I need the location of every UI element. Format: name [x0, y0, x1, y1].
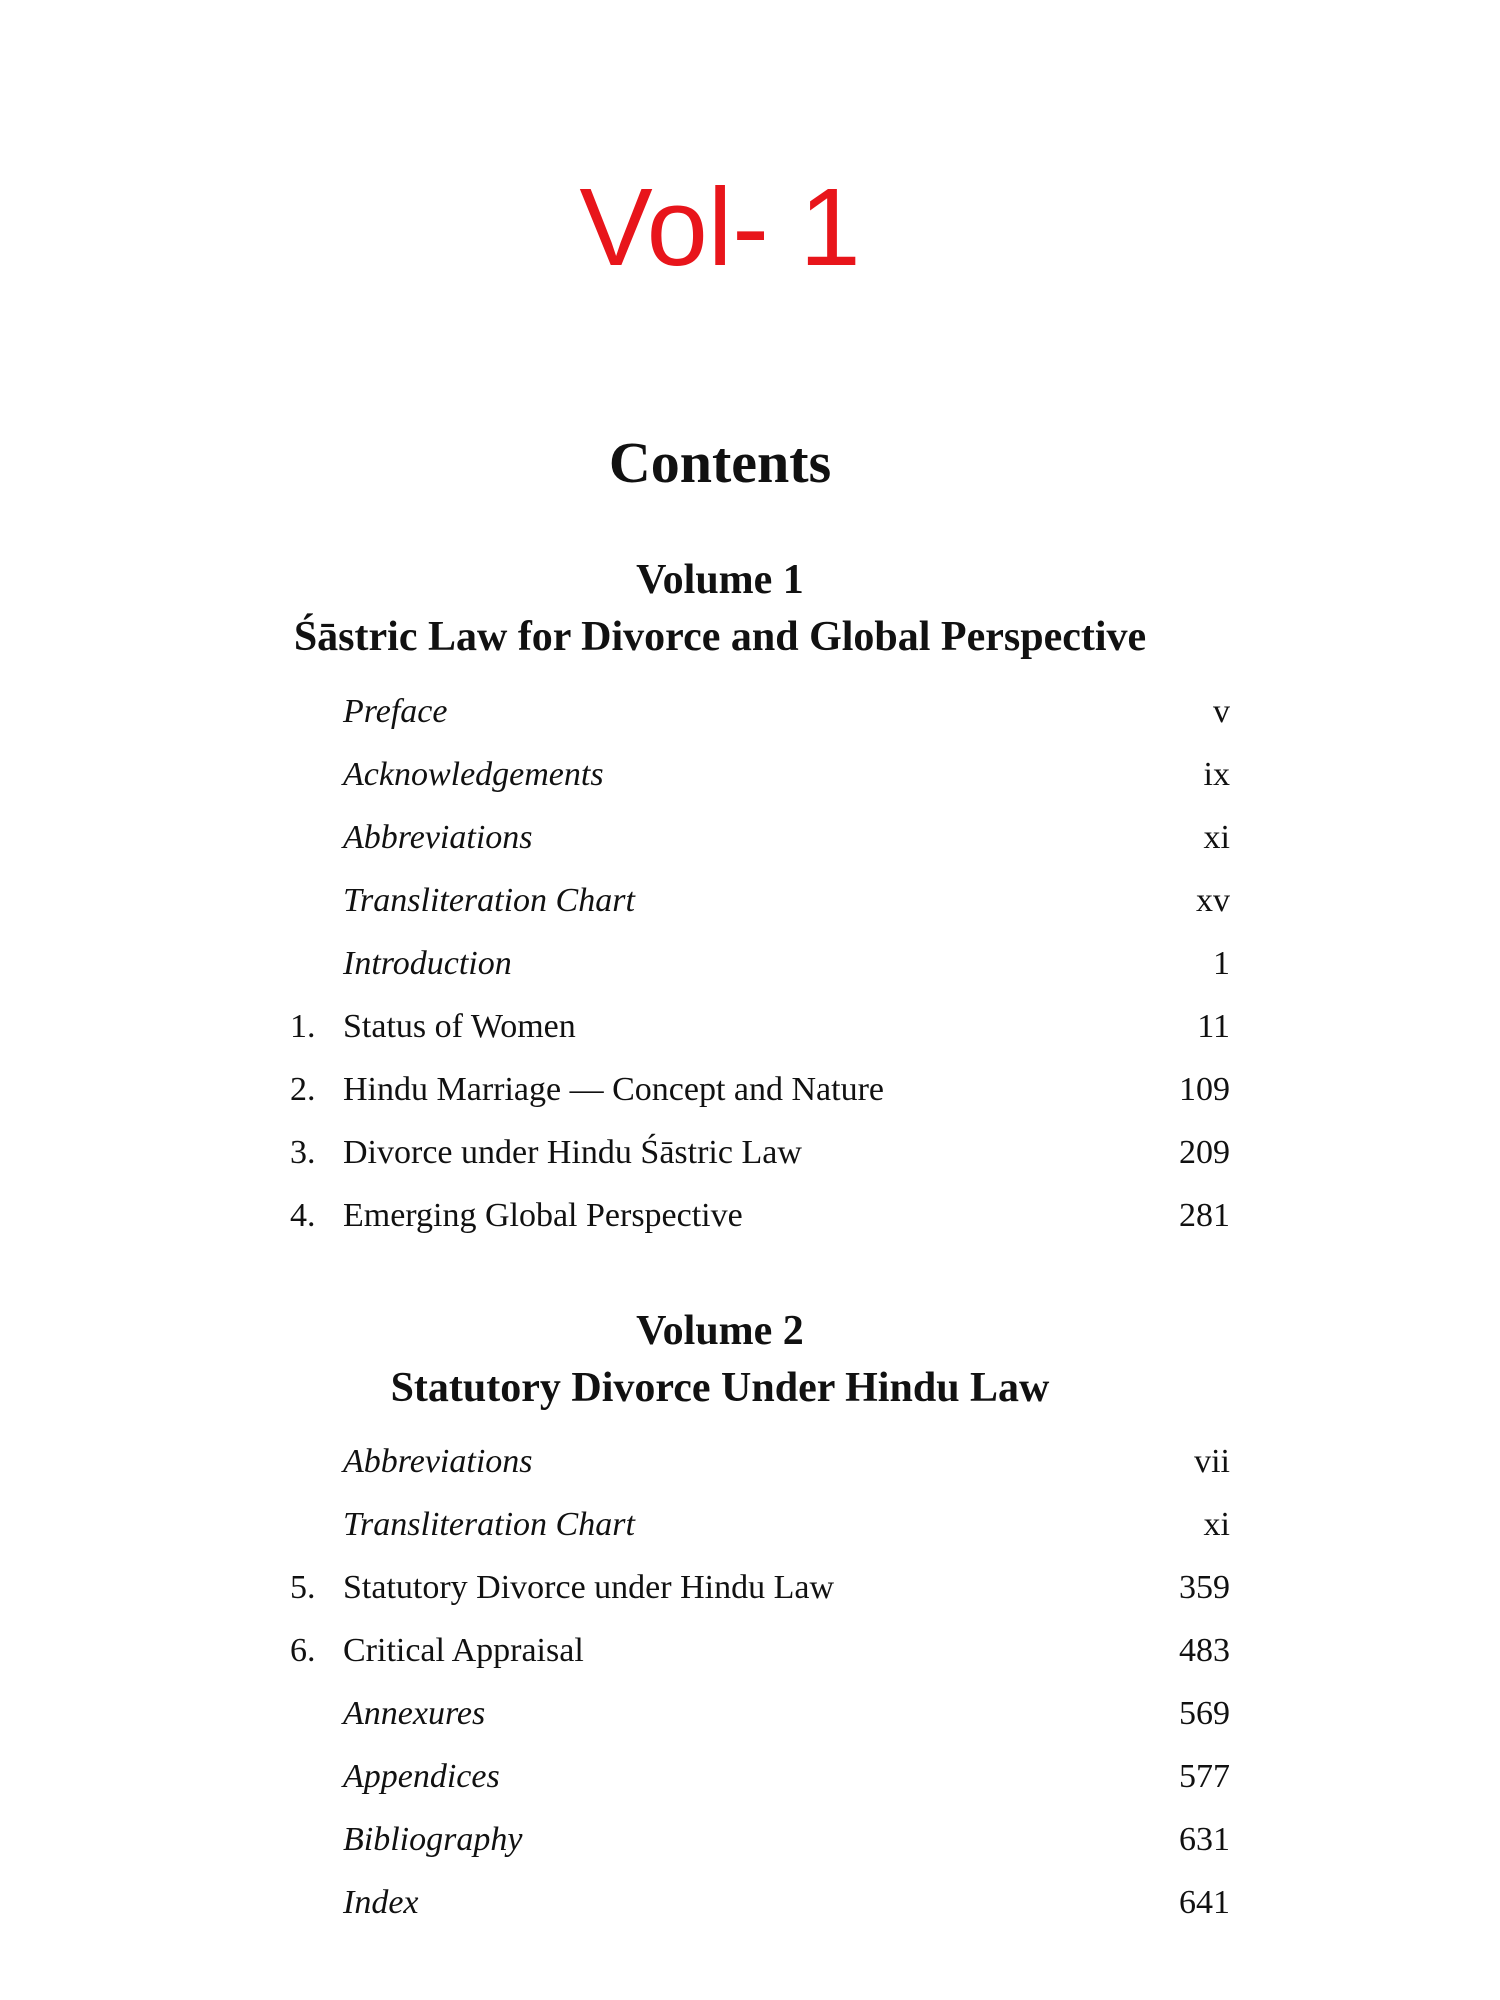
toc-entry-page: xv	[1196, 882, 1230, 919]
toc-entry-title: Abbreviations	[343, 1443, 533, 1480]
toc-entry-title: Annexures	[343, 1695, 486, 1732]
toc-entry	[0, 1682, 1500, 1745]
toc-entry-title: Acknowledgements	[343, 756, 604, 793]
toc-entry	[0, 680, 1500, 743]
toc-entry-page: 483	[1179, 1632, 1230, 1669]
toc-entry	[0, 1871, 1500, 1934]
toc-entry	[0, 1556, 1500, 1619]
toc-entry-page: v	[1213, 693, 1230, 730]
toc-entry	[0, 806, 1500, 869]
toc-entry	[0, 1745, 1500, 1808]
toc-entry	[0, 1184, 1500, 1247]
toc-entry-page: ix	[1203, 756, 1230, 793]
toc-entry-title: Statutory Divorce under Hindu Law	[343, 1569, 834, 1606]
toc-entry-title: Transliteration Chart	[343, 882, 635, 919]
volume-1-toc	[0, 680, 1500, 1247]
toc-entry-page: xi	[1203, 1506, 1230, 1543]
toc-entry-page: 569	[1179, 1695, 1230, 1732]
toc-entry	[0, 1493, 1500, 1556]
toc-entry-title: Critical Appraisal	[343, 1632, 584, 1669]
toc-entry-title: Preface	[343, 693, 448, 730]
toc-entry-title: Hindu Marriage — Concept and Nature	[343, 1071, 884, 1108]
toc-entry-page: 1	[1213, 945, 1230, 982]
toc-entry	[0, 1808, 1500, 1871]
toc-entry-title: Status of Women	[343, 1008, 576, 1045]
toc-entry-page: 641	[1179, 1884, 1230, 1921]
toc-entry-page: 209	[1179, 1134, 1230, 1171]
toc-entry	[0, 1121, 1500, 1184]
toc-entry-title: Index	[343, 1884, 419, 1921]
toc-entry	[0, 995, 1500, 1058]
toc-entry	[0, 1058, 1500, 1121]
volume-label: Vol- 1	[579, 166, 861, 289]
volume-2-heading: Volume 2	[636, 1308, 804, 1354]
volume-1-subheading: Śāstric Law for Divorce and Global Perspective	[293, 614, 1147, 660]
toc-entry-title: Abbreviations	[343, 819, 533, 856]
toc-entry-title: Appendices	[343, 1758, 500, 1795]
toc-entry-title: Introduction	[343, 945, 512, 982]
toc-entry-number: 1.	[290, 1008, 316, 1045]
toc-entry-page: 109	[1179, 1071, 1230, 1108]
toc-entry-page: 631	[1179, 1821, 1230, 1858]
toc-entry-page: 281	[1179, 1197, 1230, 1234]
volume-2-toc	[0, 1430, 1500, 1934]
toc-entry-number: 2.	[290, 1071, 316, 1108]
toc-entry-page: xi	[1203, 819, 1230, 856]
toc-entry	[0, 1619, 1500, 1682]
toc-entry	[0, 743, 1500, 806]
toc-entry-page: vii	[1194, 1443, 1230, 1480]
volume-1-heading: Volume 1	[636, 557, 804, 603]
toc-entry	[0, 869, 1500, 932]
toc-entry-title: Bibliography	[343, 1821, 523, 1858]
toc-entry-number: 3.	[290, 1134, 316, 1171]
toc-entry	[0, 1430, 1500, 1493]
volume-2-subheading: Statutory Divorce Under Hindu Law	[390, 1365, 1050, 1411]
toc-entry-title: Divorce under Hindu Śāstric Law	[343, 1134, 802, 1171]
toc-entry	[0, 932, 1500, 995]
toc-entry-number: 5.	[290, 1569, 316, 1606]
page-title: Contents	[608, 430, 832, 495]
toc-entry-page: 577	[1179, 1758, 1230, 1795]
toc-entry-title: Transliteration Chart	[343, 1506, 635, 1543]
toc-entry-number: 4.	[290, 1197, 316, 1234]
toc-entry-page: 359	[1179, 1569, 1230, 1606]
toc-entry-page: 11	[1197, 1008, 1230, 1045]
toc-entry-title: Emerging Global Perspective	[343, 1197, 743, 1234]
toc-entry-number: 6.	[290, 1632, 316, 1669]
